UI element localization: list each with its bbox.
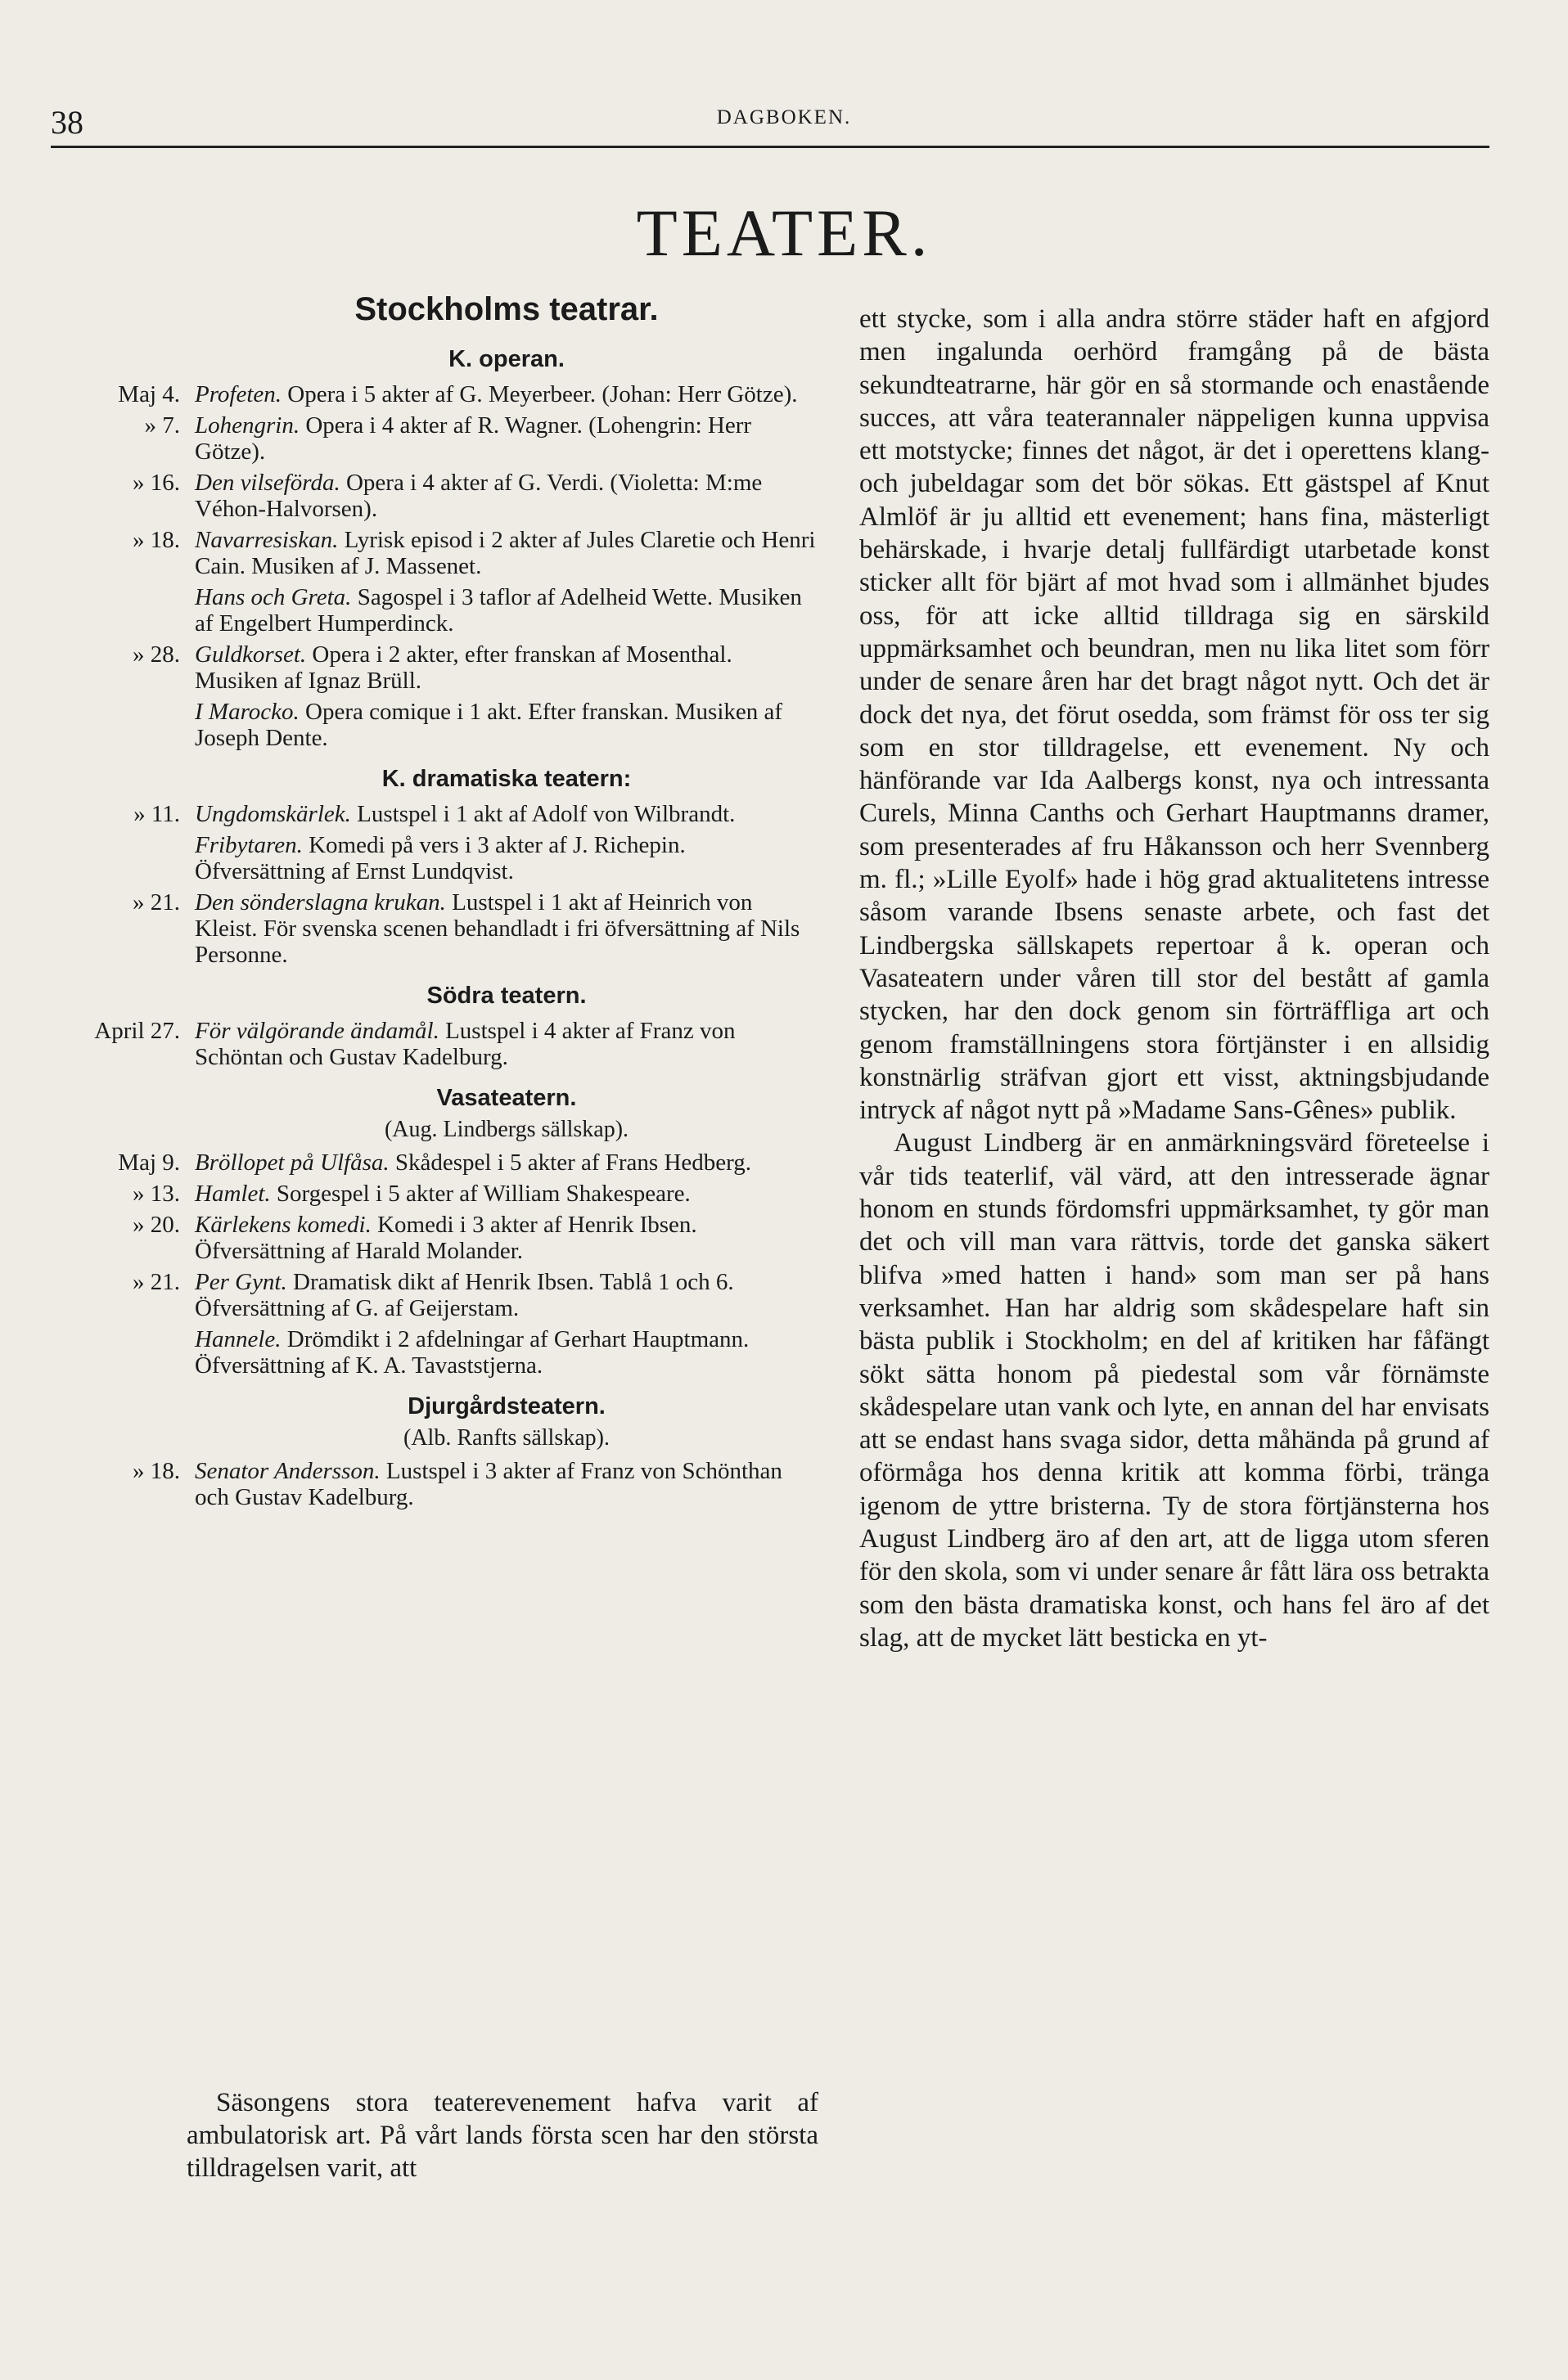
review-column <box>859 303 1489 1654</box>
entry-date: » 28. <box>133 641 180 668</box>
listing-entry <box>133 641 818 694</box>
page-number: 38 <box>51 104 83 141</box>
listing-entry <box>94 1018 818 1070</box>
entry-description: Lustspel i 1 akt af Heinrich von Kleist. För svenska scenen behandladt i fri öfversättning af Nils Personne. <box>195 889 800 968</box>
work-title: Hannele. <box>195 1326 282 1352</box>
entry-description: Opera i 4 akter af R. Wagner. (Lohengrin: Herr Götze). <box>195 412 752 465</box>
listing-entry <box>133 1458 818 1510</box>
work-title: Guldkorset. <box>195 641 307 668</box>
entry-description: Lustspel i 1 akt af Adolf von Wilbrandt. <box>357 801 736 827</box>
entry-description: Opera i 2 akter, efter franskan af Mosenthal. Musiken af Ignaz Brüll. <box>195 641 732 694</box>
work-title: Hamlet. <box>195 1181 271 1207</box>
entry-date: Maj 9. <box>118 1150 180 1176</box>
listing-entry <box>144 412 818 465</box>
running-title: DAGBOKEN. <box>716 106 852 128</box>
listing-heading: Stockholms teatrar. <box>354 291 659 327</box>
work-title: För välgörande ändamål. <box>195 1018 439 1044</box>
listing-entry <box>195 699 818 751</box>
work-title: Navarresiskan. <box>195 527 339 553</box>
listing-entry <box>133 1181 818 1207</box>
entry-description: Lyrisk episod i 2 akter af Jules Claretie och Henri Cain. Musiken af J. Massenet. <box>195 527 816 579</box>
section-title: Södra teatern. <box>426 983 587 1009</box>
review-paragraph: ett stycke, som i alla andra större städer haft en afgjord men ingalunda oerhörd framgång på de bästa sekundteatrarne, här gör en så stormande och enastående succes, att våra teaterannaler näppeligen kunna uppvisa ett motstycke; finnes det något, är det i operettens klang- och jubeldagar som det bör sökas. Ett gästspel af Knut Almlöf är ju alltid ett evenement; hans fina, mästerligt behärskade, i hvarje detalj fullfärdigt utarbetade konst sticker allt för bjärt af mot hvad som i allmänhet bjudes oss, för att icke alltid tilldraga sig en särskild uppmärksamhet och beundran, men nu lika litet som förr under de senare åren har det bragt något nytt. Och det är dock det nya, det förut osedda, som främst för oss ter sig som en stor tilldragelse, ett evenement. Ny och hänförande var Ida Aalbergs konst, nya och intressanta Curels, Minna Canths och Gerhart Hauptmanns dramer, som presenterades af fru Håkansson och herr Svennberg m. fl.; »Lille Eyolf» hade i hög grad aktualitetens intresse såsom varande Ibsens senaste arbete, och fast det Lindbergska sällskapets repertoar å k. operan och Vasateatern under våren till stor del bestått af gamla stycken, har den dock genom sin förträffliga art och genom framställningens stora förtjänster i en allsidig konstnärlig sträfvan gjort ett visst, aktningsbjudande intryck af något nytt på »Madame Sans-Gênes» publik. <box>859 304 1489 1126</box>
work-title: Senator Andersson. <box>195 1458 381 1484</box>
header-rule <box>51 146 1489 148</box>
entry-date: » 18. <box>133 527 180 553</box>
entry-description: Komedi i 3 akter af Henrik Ibsen. Öfversättning af Harald Molander. <box>195 1212 697 1264</box>
work-title: Lohengrin. <box>195 412 300 439</box>
entry-description: Sagospel i 3 taflor af Adelheid Wette. Musiken af Engelbert Humperdinck. <box>195 584 802 637</box>
listing-entry <box>133 889 818 968</box>
work-title: Den vilseförda. <box>195 470 340 496</box>
closing-text: Säsongens stora teaterevenement hafva varit af ambulatorisk art. På vårt lands första scen har den största tilldragelsen varit, att <box>187 2088 818 2183</box>
listing-entry <box>133 470 818 522</box>
listing-entry <box>195 1326 818 1379</box>
listing-entry <box>195 832 818 884</box>
entry-description: Sorgespel i 5 akter af William Shakespeare. <box>276 1181 691 1207</box>
entry-date: » 11. <box>133 801 180 827</box>
entry-date: » 21. <box>133 889 180 916</box>
entry-description: Opera i 5 akter af G. Meyerbeer. (Johan: Herr Götze). <box>287 381 798 407</box>
review-paragraph: August Lindberg är en anmärkningsvärd företeelse i vår tids teaterlif, väl värd, att den intresserade ägnar honom en stunds fördomsfri uppmärksamhet, ty gör man det och vill man vara rättvis, torde det ganska säkert blifva »med hatten i hand» som man ser på hans verksamhet. Han har aldrig som skådespelare haft sin bästa publik i Stockholm; en del af kritiken har fåfängt sökt sätta honom på piedestal som vår förnämste skådespelare utan vank och lyte, en annan del har envisats att se endast hans svaga sidor, detta måhända på grund af oförmåga hos denna kritik att komma förbi, tränga igenom de yttre bristerna. Ty de stora förtjänsterna hos August Lindberg äro af den art, att de ligga utom sferen för den skola, som vi under senare år fått lära oss betrakta som den bästa dramatiska konst, och hans fel äro af det slag, att de mycket lätt besticka en yt- <box>859 1128 1489 1653</box>
work-title: Kärlekens komedi. <box>195 1212 372 1238</box>
listing-entry <box>118 381 818 407</box>
work-title: Hans och Greta. <box>195 584 352 610</box>
page-title: TEATER. <box>636 196 932 270</box>
work-title: Ungdomskärlek. <box>195 801 351 827</box>
section-title: K. operan. <box>448 346 565 372</box>
entry-description: Opera comique i 1 akt. Efter franskan. Musiken af Joseph Dente. <box>195 699 783 751</box>
entry-description: Komedi på vers i 3 akter af J. Richepin. Öfversättning af Ernst Lundqvist. <box>195 832 686 884</box>
entry-description: Lustspel i 4 akter af Franz von Schöntan och Gustav Kadelburg. <box>195 1018 736 1070</box>
entry-description: Skådespel i 5 akter af Frans Hedberg. <box>394 1150 752 1176</box>
section-note: (Alb. Ranfts sällskap). <box>403 1425 610 1451</box>
work-title: Fribytaren. <box>195 832 303 858</box>
entry-date: » 16. <box>133 470 180 496</box>
listing-entry <box>195 584 818 637</box>
closing-paragraph <box>187 2086 818 2184</box>
entry-description: Lustspel i 3 akter af Franz von Schönthan och Gustav Kadelburg. <box>195 1458 782 1510</box>
work-title: Den sönderslagna krukan. <box>195 889 446 916</box>
entry-description: Drömdikt i 2 afdelningar af Gerhart Hauptmann. Öfversättning af K. A. Tavaststjerna. <box>195 1326 750 1379</box>
listing-entry <box>133 1212 818 1264</box>
work-title: Per Gynt. <box>195 1269 287 1295</box>
theatre-listing-column <box>94 291 818 1515</box>
work-title: Bröllopet på Ulfåsa. <box>195 1150 390 1176</box>
section-note: (Aug. Lindbergs sällskap). <box>384 1117 629 1142</box>
entry-date: » 21. <box>133 1269 180 1295</box>
entry-description: Dramatisk dikt af Henrik Ibsen. Tablå 1 och 6. Öfversättning af G. af Geijerstam. <box>195 1269 734 1321</box>
work-title: I Marocko. <box>195 699 300 725</box>
entry-description: Opera i 4 akter af G. Verdi. (Violetta: M:me Véhon-Halvorsen). <box>195 470 763 522</box>
listing-entry <box>133 1269 818 1321</box>
entry-date: » 18. <box>133 1458 180 1484</box>
entry-date: » 7. <box>144 412 180 439</box>
section-title: K. dramatiska teatern: <box>381 766 632 792</box>
entry-date: April 27. <box>94 1018 180 1044</box>
entry-date: » 20. <box>133 1212 180 1238</box>
entry-date: Maj 4. <box>118 381 180 407</box>
listing-entry <box>133 801 818 827</box>
section-title: Djurgårdsteatern. <box>408 1393 606 1419</box>
listing-entry <box>118 1150 818 1176</box>
listing-entry <box>133 527 818 579</box>
section-title: Vasateatern. <box>436 1085 577 1111</box>
entry-date: » 13. <box>133 1181 180 1207</box>
work-title: Profeten. <box>195 381 282 407</box>
